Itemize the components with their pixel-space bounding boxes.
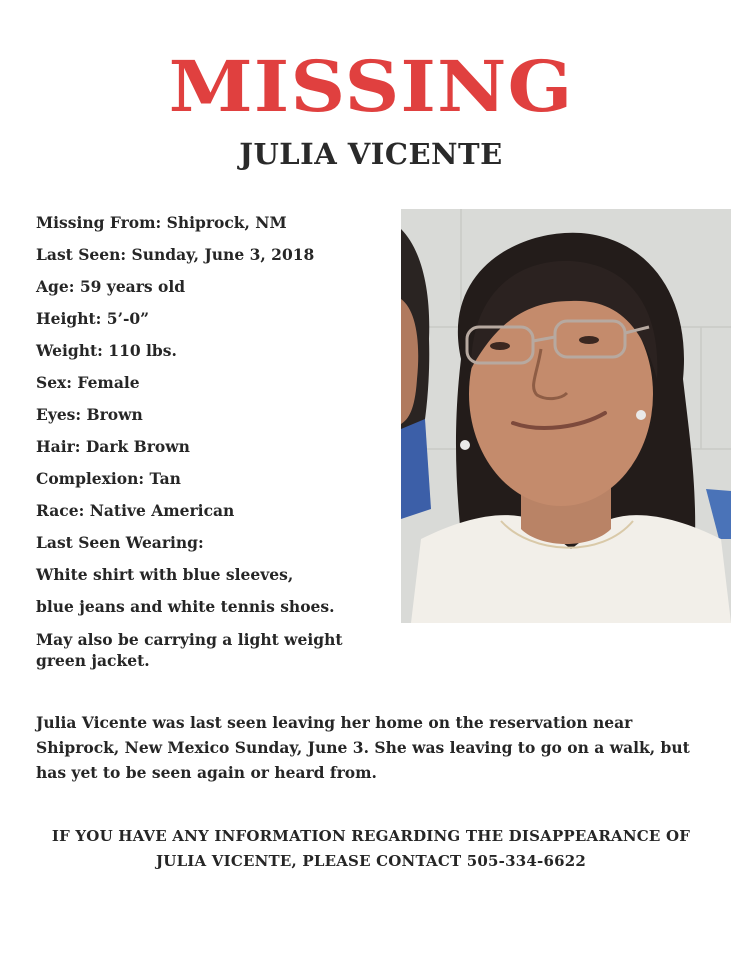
detail-last-seen: Last Seen: Sunday, June 3, 2018 bbox=[36, 245, 315, 264]
detail-eyes: Eyes: Brown bbox=[36, 405, 143, 424]
narrative-text: Julia Vicente was last seen leaving her home on the reservation near Shiprock, New Mexico Sunday, June 3. She was leaving to go on a walk, but has yet to be seen again or heard from. bbox=[36, 713, 690, 782]
contact-line-1: IF YOU HAVE ANY INFORMATION REGARDING THE DISAPPEARANCE OF bbox=[51, 827, 691, 845]
detail-last-seen-wearing: Last Seen Wearing: bbox=[36, 533, 204, 552]
person-name: JULIA VICENTE bbox=[239, 137, 503, 171]
detail-race: Race: Native American bbox=[36, 501, 235, 520]
contact-notice bbox=[0, 824, 742, 874]
contact-line-2: JULIA VICENTE, PLEASE CONTACT 505-334-6622 bbox=[155, 852, 586, 870]
person-photo bbox=[401, 209, 731, 623]
detail-jacket: May also be carrying a light weight green jacket. bbox=[36, 630, 343, 670]
missing-heading: MISSING bbox=[168, 45, 574, 128]
detail-weight: Weight: 110 lbs. bbox=[36, 341, 177, 360]
detail-height: Height: 5’-0” bbox=[36, 309, 150, 328]
detail-sex: Sex: Female bbox=[36, 373, 140, 392]
detail-clothing-shirt: White shirt with blue sleeves, bbox=[36, 565, 294, 584]
detail-missing-from: Missing From: Shiprock, NM bbox=[36, 213, 287, 232]
details-list bbox=[36, 210, 396, 671]
detail-age: Age: 59 years old bbox=[36, 277, 186, 296]
detail-clothing-pants-shoes: blue jeans and white tennis shoes. bbox=[36, 597, 335, 616]
detail-hair: Hair: Dark Brown bbox=[36, 437, 190, 456]
detail-complexion: Complexion: Tan bbox=[36, 469, 181, 488]
